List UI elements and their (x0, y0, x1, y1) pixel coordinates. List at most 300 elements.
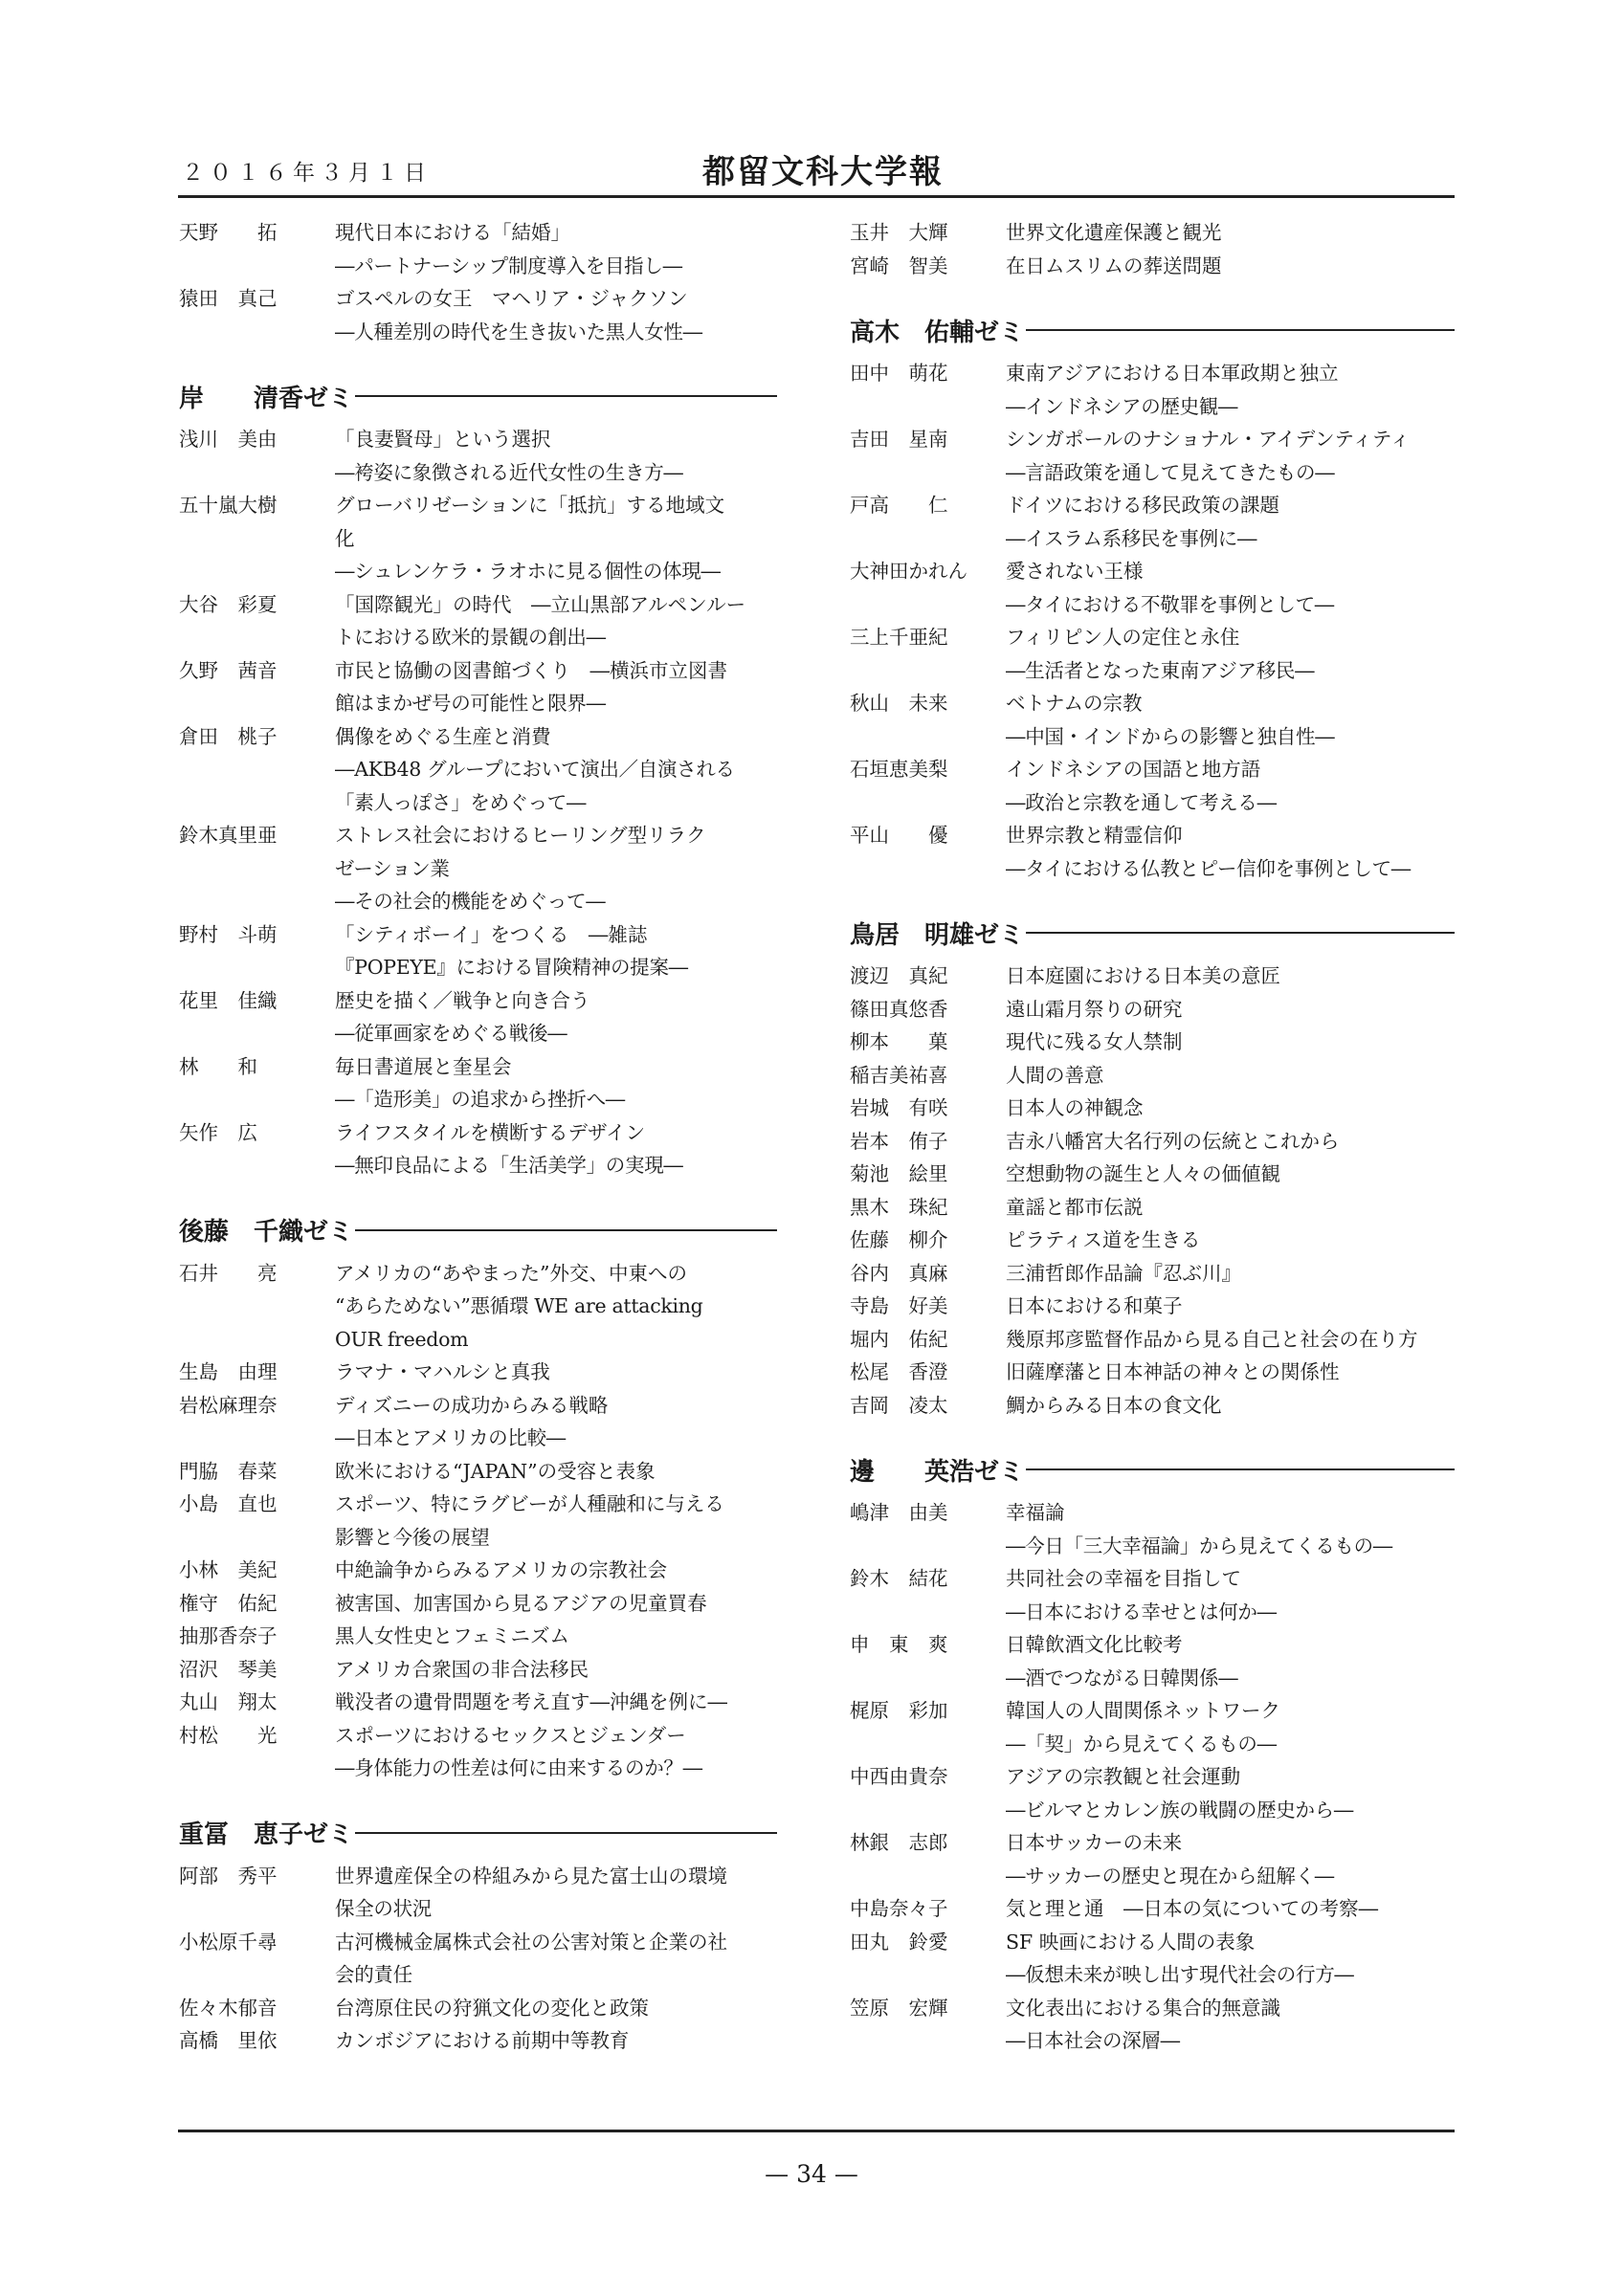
thesis-entry (179, 984, 777, 1050)
student-name: 久野 茜音 (179, 658, 278, 682)
thesis-line: 「素人っぽさ」をめぐって― (335, 790, 587, 814)
student-name: 倉田 桃子 (179, 724, 278, 748)
thesis-line: インドネシアの国語と地方語 (1006, 758, 1261, 781)
student-name: 吉田 星南 (850, 428, 948, 451)
thesis-title (1006, 250, 1455, 283)
thesis-line: 化 (335, 526, 355, 550)
student-name: 柳本 菓 (850, 1030, 948, 1053)
thesis-line: フィリピン人の定住と永住 (1006, 626, 1240, 649)
right-column (850, 216, 1455, 2058)
thesis-title (335, 1587, 777, 1621)
thesis-title (335, 1719, 777, 1785)
thesis-line: ―酒でつながる日韓関係― (1006, 1666, 1238, 1689)
thesis-line: 保全の状況 (335, 1897, 432, 1920)
thesis-entry (850, 819, 1455, 885)
thesis-line: トにおける欧米的景観の創出― (335, 626, 606, 649)
thesis-line: ―「契」から見えてくるもの― (1006, 1732, 1277, 1755)
thesis-line: 館はまかぜ号の可能性と限界― (335, 692, 606, 715)
student-name: 梶原 彩加 (850, 1699, 948, 1722)
heading-rule (1026, 932, 1455, 934)
thesis-line: ―タイにおける不敬罪を事例として― (1006, 592, 1334, 616)
thesis-entry (179, 588, 777, 654)
thesis-line: 日韓飲酒文化比較考 (1006, 1633, 1183, 1656)
thesis-title (1006, 1694, 1455, 1760)
thesis-title (1006, 960, 1455, 993)
student-name: 渡辺 真紀 (850, 964, 948, 987)
thesis-title (335, 819, 777, 918)
student-name: 小島 直也 (179, 1492, 278, 1515)
student-name: 谷内 真麻 (850, 1261, 948, 1285)
thesis-line: ―中国・インドからの影響と独自性― (1006, 724, 1335, 748)
thesis-entry (850, 357, 1455, 423)
student-name: 岩本 侑子 (850, 1129, 948, 1153)
seminar-heading (850, 311, 1455, 349)
thesis-title (1006, 489, 1455, 555)
thesis-title (1006, 216, 1455, 250)
student-name: 篠田真悠香 (850, 997, 948, 1021)
student-name: 玉井 大輝 (850, 221, 948, 244)
thesis-line: ―パートナーシップ制度導入を目指し― (335, 254, 682, 277)
thesis-title (335, 1257, 777, 1357)
student-name: 林 和 (179, 1054, 257, 1078)
student-name: 松尾 香澄 (850, 1360, 948, 1383)
thesis-line: 鯛からみる日本の食文化 (1006, 1393, 1222, 1417)
thesis-entry (179, 1860, 777, 1926)
thesis-line: アジアの宗教観と社会運動 (1006, 1765, 1241, 1788)
seminar-professor: 邊 英浩ゼミ (850, 1457, 1025, 1487)
thesis-line: 世界文化遺産保護と観光 (1006, 221, 1222, 244)
thesis-title (335, 282, 777, 348)
publication-title: 都留文科大学報 (702, 153, 944, 191)
seminar-section (179, 1814, 777, 2058)
thesis-entry (179, 1719, 777, 1785)
thesis-line: 韓国人の人間関係ネットワーク (1006, 1699, 1280, 1722)
thesis-entry (850, 1191, 1455, 1225)
student-name: 石井 亮 (179, 1261, 278, 1285)
thesis-line: 毎日書道展と奎星会 (335, 1054, 512, 1078)
thesis-line: ピラティス道を生きる (1006, 1228, 1201, 1251)
thesis-entry (179, 1554, 777, 1587)
thesis-line: ―日本社会の深層― (1006, 2029, 1180, 2052)
thesis-line: ―政治と宗教を通して考える― (1006, 790, 1277, 814)
thesis-title (1006, 1191, 1455, 1225)
thesis-entry (179, 918, 777, 984)
thesis-entry (850, 1356, 1455, 1389)
student-name: 門脇 春菜 (179, 1459, 278, 1483)
seminar-section (850, 914, 1455, 1422)
thesis-line: 中絶論争からみるアメリカの宗教社会 (335, 1558, 668, 1581)
thesis-title (1006, 357, 1455, 423)
thesis-title (335, 1554, 777, 1587)
thesis-title (1006, 1026, 1455, 1059)
student-name: 寺島 好美 (850, 1294, 948, 1317)
thesis-title (1006, 753, 1455, 819)
thesis-entry (850, 1694, 1455, 1760)
student-name: 大神田かれん (850, 560, 967, 583)
student-name: 浅川 美由 (179, 428, 278, 451)
thesis-title (335, 1653, 777, 1687)
heading-rule (1026, 1468, 1455, 1470)
thesis-title (335, 984, 777, 1050)
thesis-entry (179, 1620, 777, 1653)
seminar-heading (850, 914, 1455, 952)
thesis-line: 遠山霜月祭りの研究 (1006, 997, 1183, 1021)
seminar-professor: 後藤 千織ゼミ (179, 1218, 354, 1247)
thesis-entry (850, 1224, 1455, 1257)
thesis-line: “あらためない”悪循環 WE are attacking (335, 1294, 703, 1317)
seminar-professor: 岸 清香ゼミ (179, 384, 354, 413)
thesis-title (335, 1860, 777, 1926)
thesis-title (1006, 1224, 1455, 1257)
thesis-line: 人間の善意 (1006, 1063, 1104, 1087)
thesis-title (335, 2024, 777, 2058)
student-name: 嶋津 由美 (850, 1501, 948, 1524)
thesis-title (335, 1356, 777, 1389)
thesis-title (1006, 1059, 1455, 1093)
thesis-line: 被害国、加害国から見るアジアの児童買春 (335, 1591, 707, 1615)
student-name: 稲吉美祐喜 (850, 1063, 948, 1087)
thesis-line: ―生活者となった東南アジア移民― (1006, 658, 1315, 682)
thesis-line: 童謡と都市伝説 (1006, 1195, 1144, 1219)
thesis-line: 世界宗教と精霊信仰 (1006, 824, 1183, 847)
thesis-title (1006, 423, 1455, 489)
thesis-line: ―従軍画家をめぐる戦後― (335, 1022, 567, 1045)
student-name: 吉岡 凌太 (850, 1393, 948, 1417)
thesis-title (335, 720, 777, 820)
thesis-entry (179, 1389, 777, 1455)
seminar-professor: 重冨 恵子ゼミ (179, 1821, 354, 1849)
seminar-heading (179, 1814, 777, 1852)
footer-rule (178, 2130, 1455, 2132)
thesis-title (1006, 687, 1455, 753)
thesis-entry (850, 1628, 1455, 1694)
seminar-heading (179, 1211, 777, 1249)
thesis-line: 黒人女性史とフェミニズム (335, 1624, 569, 1647)
student-name: 鈴木真里亜 (179, 824, 278, 847)
thesis-title (335, 588, 777, 654)
thesis-title (1006, 1496, 1455, 1562)
thesis-title (1006, 1356, 1455, 1389)
student-name: 林銀 志郎 (850, 1831, 948, 1854)
thesis-line: ―「造形美」の追求から挫折へ― (335, 1088, 625, 1111)
thesis-line: 現代に残る女人禁制 (1006, 1030, 1183, 1053)
thesis-entry (850, 1562, 1455, 1628)
thesis-entry (850, 1257, 1455, 1291)
thesis-line: ―人種差別の時代を生き抜いた黒人女性― (335, 320, 702, 343)
thesis-entry (179, 1116, 777, 1182)
student-name: 猿田 真己 (179, 287, 278, 310)
thesis-line: 市民と協働の図書館づくり ―横浜市立図書 (335, 658, 727, 682)
thesis-line: ドイツにおける移民政策の課題 (1006, 494, 1279, 517)
student-name: 権守 佑紀 (179, 1591, 278, 1615)
thesis-entry (850, 753, 1455, 819)
thesis-line: ―今日「三大幸福論」から見えてくるもの― (1006, 1534, 1392, 1557)
seminar-heading (850, 1450, 1455, 1489)
student-name: 小松原千尋 (179, 1930, 278, 1954)
thesis-entry (850, 1092, 1455, 1125)
issue-date: ２０１６年３月１日 (182, 161, 432, 186)
thesis-entry (850, 1760, 1455, 1826)
student-name: 宮崎 智美 (850, 254, 948, 277)
thesis-line: ―タイにおける仏教とピー信仰を事例として― (1006, 856, 1411, 880)
thesis-line: スポーツにおけるセックスとジェンダー (335, 1723, 686, 1747)
thesis-title (1006, 1926, 1455, 1992)
thesis-entry (850, 1496, 1455, 1562)
thesis-entry (179, 1926, 777, 1992)
thesis-entry (850, 1059, 1455, 1093)
thesis-entry (179, 1257, 777, 1357)
thesis-line: ゴスペルの女王 マヘリア・ジャクソン (335, 287, 688, 310)
left-column (179, 216, 777, 2058)
thesis-line: 吉永八幡宮大名行列の伝統とこれから (1006, 1129, 1340, 1153)
seminar-professor: 高木 佑輔ゼミ (850, 318, 1025, 347)
thesis-line: 「シティボーイ」をつくる ―雑誌 (335, 922, 648, 946)
student-name: 佐藤 柳介 (850, 1228, 948, 1251)
thesis-title (1006, 1628, 1455, 1694)
thesis-title (1006, 1826, 1455, 1892)
student-name: 矢作 広 (179, 1120, 257, 1144)
thesis-line: 東南アジアにおける日本軍政期と独立 (1006, 362, 1339, 385)
thesis-line: 幸福論 (1006, 1501, 1065, 1524)
thesis-line: 日本人の神観念 (1006, 1096, 1144, 1119)
heading-rule (1026, 329, 1455, 331)
thesis-entry (179, 1356, 777, 1389)
thesis-title (335, 654, 777, 720)
thesis-entry (179, 1686, 777, 1719)
thesis-line: 『POPEYE』における冒険精神の提案― (335, 956, 688, 979)
thesis-line: ラマナ・マハルシと真我 (335, 1360, 550, 1383)
thesis-entry (179, 216, 777, 282)
student-name: 岩松麻理奈 (179, 1393, 278, 1417)
thesis-line: 歴史を描く／戦争と向き合う (335, 988, 590, 1012)
thesis-entry (179, 654, 777, 720)
thesis-title (335, 918, 777, 984)
thesis-entry (179, 1050, 777, 1116)
thesis-title (1006, 555, 1455, 621)
thesis-entry (850, 1926, 1455, 1992)
thesis-entry (850, 1158, 1455, 1191)
student-name: 中島奈々子 (850, 1897, 948, 1920)
student-name: 笠原 宏輝 (850, 1996, 948, 2020)
thesis-title (1006, 1389, 1455, 1423)
student-name: 天野 拓 (179, 221, 278, 244)
thesis-line: ―AKB48 グループにおいて演出／自演される (335, 758, 735, 781)
thesis-line: ―サッカーの歴史と現在から紐解く― (1006, 1864, 1334, 1888)
thesis-entry (179, 423, 777, 489)
thesis-line: ―仮想未来が映し出す現代社会の行方― (1006, 1963, 1354, 1986)
thesis-line: 三浦哲郎作品論『忍ぶ川』 (1006, 1261, 1241, 1285)
student-name: 申 東 爽 (850, 1633, 948, 1656)
thesis-entry (850, 423, 1455, 489)
thesis-line: 日本サッカーの未来 (1006, 1831, 1183, 1854)
thesis-entry (179, 720, 777, 820)
seminar-section (179, 377, 777, 1182)
student-name: 丸山 翔太 (179, 1690, 278, 1713)
thesis-entry (850, 250, 1455, 283)
thesis-title (335, 216, 777, 282)
thesis-title (1006, 1323, 1455, 1357)
student-name: 五十嵐大樹 (179, 494, 278, 517)
student-name: 佐々木郁音 (179, 1996, 278, 2020)
thesis-title (1006, 1562, 1455, 1628)
student-name: 戸高 仁 (850, 494, 948, 517)
thesis-line: 戦没者の遺骨問題を考え直す―沖縄を例に― (335, 1690, 727, 1713)
thesis-entry (850, 621, 1455, 687)
thesis-entry (850, 216, 1455, 250)
thesis-line: カンボジアにおける前期中等教育 (335, 2029, 630, 2052)
thesis-line: 旧薩摩藩と日本神話の神々との関係性 (1006, 1360, 1340, 1383)
thesis-line: 空想動物の誕生と人々の価値観 (1006, 1162, 1280, 1185)
thesis-line: 在日ムスリムの葬送問題 (1006, 254, 1222, 277)
thesis-line: 影響と今後の展望 (335, 1525, 490, 1549)
thesis-entry (179, 819, 777, 918)
seminar-section (850, 311, 1455, 885)
heading-rule (355, 395, 777, 397)
thesis-line: 愛されない王様 (1006, 560, 1144, 583)
student-name: 平山 優 (850, 824, 948, 847)
thesis-entry (179, 282, 777, 348)
thesis-line: 文化表出における集合的無意識 (1006, 1996, 1280, 2020)
thesis-entry (850, 1892, 1455, 1926)
thesis-line: スポーツ、特にラグビーが人種融和に与える (335, 1492, 724, 1515)
thesis-title (335, 1620, 777, 1653)
thesis-line: ―身体能力の性差は何に由来するのか？― (335, 1756, 702, 1779)
heading-rule (355, 1832, 777, 1834)
thesis-line: 幾原邦彦監督作品から見る自己と社会の在り方 (1006, 1327, 1418, 1351)
thesis-line: ―イスラム系移民を事例に― (1006, 526, 1257, 550)
thesis-title (1006, 819, 1455, 885)
thesis-entry (850, 1323, 1455, 1357)
thesis-entry (179, 1455, 777, 1489)
thesis-title (1006, 993, 1455, 1027)
thesis-title (335, 1926, 777, 1992)
thesis-line: シンガポールのナショナル・アイデンティティ (1006, 428, 1411, 451)
thesis-entry (179, 489, 777, 588)
seminar-section (850, 216, 1455, 282)
thesis-title (1006, 1992, 1455, 2058)
seminar-section (179, 1211, 777, 1785)
thesis-entry (179, 1653, 777, 1687)
thesis-line: ―日本における幸せとは何か― (1006, 1600, 1277, 1623)
thesis-entry (850, 1389, 1455, 1423)
thesis-line: ―日本とアメリカの比較― (335, 1426, 566, 1449)
student-name: 沼沢 琴美 (179, 1657, 278, 1681)
student-name: 阿部 秀平 (179, 1864, 278, 1888)
thesis-entry (850, 489, 1455, 555)
thesis-title (335, 1050, 777, 1116)
thesis-entry (850, 1992, 1455, 2058)
thesis-title (335, 1455, 777, 1489)
thesis-line: 古河機械金属株式会社の公害対策と企業の社 (335, 1930, 727, 1954)
student-name: 中西由貴奈 (850, 1765, 948, 1788)
thesis-line: ライフスタイルを横断するデザイン (335, 1120, 646, 1144)
thesis-line: ―無印良品による「生活美学」の実現― (335, 1154, 683, 1177)
student-name: 鈴木 結花 (850, 1567, 948, 1590)
thesis-title (1006, 1892, 1455, 1926)
thesis-title (335, 1116, 777, 1182)
seminar-section (850, 1450, 1455, 2058)
thesis-entry (850, 993, 1455, 1027)
student-name: 野村 斗萌 (179, 922, 278, 946)
student-name: 抽那香奈子 (179, 1624, 278, 1647)
thesis-line: アメリカの“あやまった”外交、中東への (335, 1261, 688, 1285)
student-name: 岩城 有咲 (850, 1096, 948, 1119)
thesis-title (1006, 1125, 1455, 1159)
page-number: — 34 — (765, 2160, 858, 2188)
seminar-professor: 鳥居 明雄ゼミ (850, 920, 1025, 950)
thesis-title (1006, 1092, 1455, 1125)
student-name: 高橋 里依 (179, 2029, 278, 2052)
thesis-title (1006, 1257, 1455, 1291)
seminar-section (179, 216, 777, 348)
thesis-title (335, 489, 777, 588)
thesis-line: ―インドネシアの歴史観― (1006, 394, 1238, 418)
thesis-entry (850, 1125, 1455, 1159)
thesis-entry (179, 1587, 777, 1621)
thesis-line: 気と理と通 ―日本の気についての考察― (1006, 1897, 1379, 1920)
student-name: 三上千亜紀 (850, 626, 948, 649)
thesis-line: SF 映画における人間の表象 (1006, 1930, 1256, 1954)
heading-rule (355, 1229, 777, 1231)
thesis-line: OUR freedom (335, 1327, 469, 1351)
thesis-line: ―袴姿に象徴される近代女性の生き方― (335, 460, 683, 484)
student-name: 秋山 未来 (850, 692, 948, 715)
student-name: 大谷 彩夏 (179, 592, 278, 616)
student-name: 生島 由理 (179, 1360, 278, 1383)
thesis-title (1006, 1290, 1455, 1323)
thesis-line: 共同社会の幸福を目指して (1006, 1567, 1241, 1590)
thesis-line: ―その社会的機能をめぐって― (335, 890, 606, 913)
thesis-entry (179, 1992, 777, 2025)
thesis-title (1006, 1760, 1455, 1826)
thesis-line: ―シュレンケラ・ラオホに見る個性の体現― (335, 560, 721, 583)
thesis-line: グローバリゼーションに「抵抗」する地域文 (335, 494, 725, 517)
thesis-line: ストレス社会におけるヒーリング型リラク (335, 824, 706, 847)
thesis-line: 日本における和菓子 (1006, 1294, 1183, 1317)
thesis-title (1006, 621, 1455, 687)
thesis-line: 偶像をめぐる生産と消費 (335, 724, 551, 748)
student-name: 田丸 鈴愛 (850, 1930, 948, 1954)
thesis-entry (850, 1290, 1455, 1323)
thesis-line: ―言語政策を通して見えてきたもの― (1006, 460, 1335, 484)
thesis-line: 日本庭園における日本美の意匠 (1006, 964, 1280, 987)
header-rule (178, 195, 1455, 198)
thesis-entry (850, 1026, 1455, 1059)
thesis-line: 世界遺産保全の枠組みから見た富士山の環境 (335, 1864, 727, 1888)
thesis-line: 「良妻賢母」という選択 (335, 428, 551, 451)
thesis-entry (850, 960, 1455, 993)
thesis-title (1006, 1158, 1455, 1191)
student-name: 石垣恵美梨 (850, 758, 948, 781)
thesis-line: 現代日本における「結婚」 (335, 221, 570, 244)
thesis-line: 欧米における“JAPAN”の受容と表象 (335, 1459, 656, 1483)
thesis-title (335, 423, 777, 489)
thesis-line: 会的責任 (335, 1963, 412, 1986)
thesis-line: ベトナムの宗教 (1006, 692, 1143, 715)
thesis-line: ゼーション業 (335, 856, 450, 880)
student-name: 菊池 絵里 (850, 1162, 948, 1185)
student-name: 村松 光 (179, 1723, 278, 1747)
thesis-entry (850, 687, 1455, 753)
seminar-heading (179, 377, 777, 415)
thesis-line: アメリカ合衆国の非合法移民 (335, 1657, 589, 1681)
thesis-entry (179, 1488, 777, 1554)
thesis-entry (179, 2024, 777, 2058)
student-name: 堀内 佑紀 (850, 1327, 948, 1351)
page-header (178, 145, 1455, 191)
student-name: 花里 佳織 (179, 988, 278, 1012)
student-name: 小林 美紀 (179, 1558, 278, 1581)
